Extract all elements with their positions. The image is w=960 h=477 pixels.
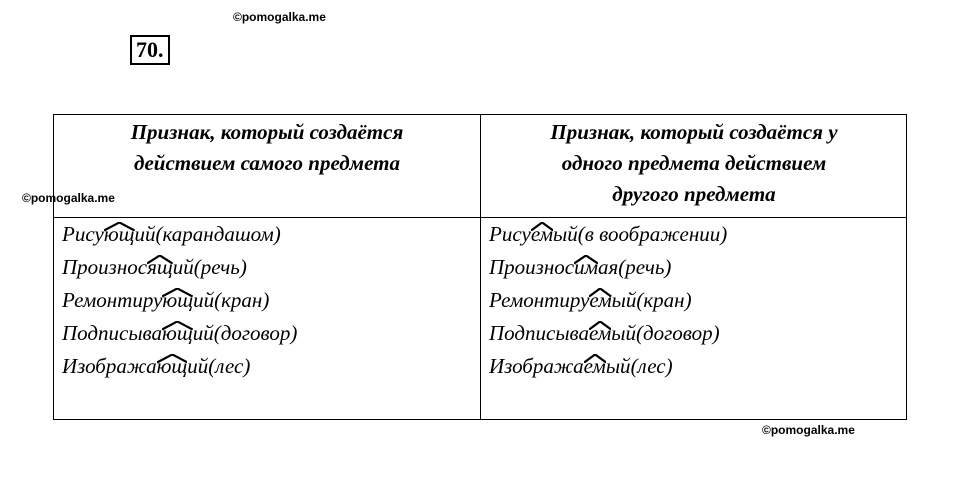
word-root: Произнос [489, 255, 575, 279]
participle-entry [62, 350, 297, 383]
participle-entry [62, 251, 297, 284]
right-column-header [481, 117, 907, 210]
word-suffix: ящ [147, 255, 173, 279]
word-ending: ий [192, 321, 214, 345]
word-ending: ий [193, 288, 215, 312]
word-suffix: ющ [103, 222, 135, 246]
word-ending: ый [611, 321, 636, 345]
left-column-entries [62, 218, 297, 383]
word-suffix: им [574, 255, 599, 279]
word-ending: ый [605, 354, 631, 378]
participle-entry [489, 218, 727, 251]
exercise-number: 70. [130, 35, 170, 65]
word-rest: (в воображении) [577, 222, 728, 246]
word-root: Произнос [62, 255, 148, 279]
word-ending: ий [172, 255, 194, 279]
word-root: Рису [62, 222, 104, 246]
word-root: Рису [489, 222, 531, 246]
word-rest: (карандашом) [155, 222, 281, 246]
participle-entry [489, 317, 727, 350]
word-suffix: ем [589, 288, 612, 312]
word-root: Ремонтиру [489, 288, 590, 312]
right-column-entries [489, 218, 727, 383]
participle-entry [62, 317, 297, 350]
word-ending: ая [598, 255, 619, 279]
word-root: Подписыва [62, 321, 163, 345]
header-line: Признак, который создаётся [130, 120, 404, 144]
watermark-top: ©pomogalka.me [233, 10, 326, 24]
participle-entry [489, 350, 727, 383]
word-suffix: ем [530, 222, 554, 246]
suffix-mark [584, 354, 606, 363]
word-root: Ремонтиру [62, 288, 163, 312]
suffix-mark [157, 354, 188, 363]
header-line: другого предмета [612, 182, 776, 206]
suffix-mark [162, 288, 193, 297]
word-suffix: ем [589, 321, 612, 345]
suffix-mark [162, 321, 193, 330]
participle-entry [62, 218, 297, 251]
word-ending: ый [553, 222, 578, 246]
word-rest: (кран) [214, 288, 270, 312]
word-rest: (речь) [618, 255, 672, 279]
word-suffix: ющ [162, 321, 193, 345]
suffix-mark [104, 222, 135, 231]
word-root: Изобража [62, 354, 157, 378]
participles-table [53, 114, 907, 420]
suffix-mark [574, 255, 598, 264]
suffix-mark [531, 222, 553, 231]
participle-entry [489, 284, 727, 317]
word-root: Изобража [489, 354, 584, 378]
suffix-mark [589, 288, 611, 297]
word-rest: (договор) [635, 321, 720, 345]
watermark-bottom: ©pomogalka.me [762, 423, 855, 437]
word-rest: (лес) [208, 354, 251, 378]
participle-entry [62, 284, 297, 317]
header-line: действием самого предмета [134, 151, 400, 175]
word-ending: ий [134, 222, 156, 246]
word-rest: (лес) [630, 354, 673, 378]
word-suffix: ющ [162, 288, 194, 312]
word-rest: (речь) [193, 255, 247, 279]
suffix-mark [589, 321, 611, 330]
participle-entry [489, 251, 727, 284]
word-suffix: ем [583, 354, 606, 378]
header-line: одного предмета действием [561, 151, 827, 175]
word-rest: (кран) [636, 288, 692, 312]
word-ending: ый [611, 288, 637, 312]
header-line: Признак, который создаётся у [550, 120, 838, 144]
watermark-left: ©pomogalka.me [22, 191, 115, 205]
suffix-mark [147, 255, 173, 264]
word-rest: (договор) [213, 321, 298, 345]
word-root: Подписыва [489, 321, 590, 345]
word-ending: ий [187, 354, 209, 378]
word-suffix: ющ [156, 354, 188, 378]
left-column-header [54, 117, 480, 179]
